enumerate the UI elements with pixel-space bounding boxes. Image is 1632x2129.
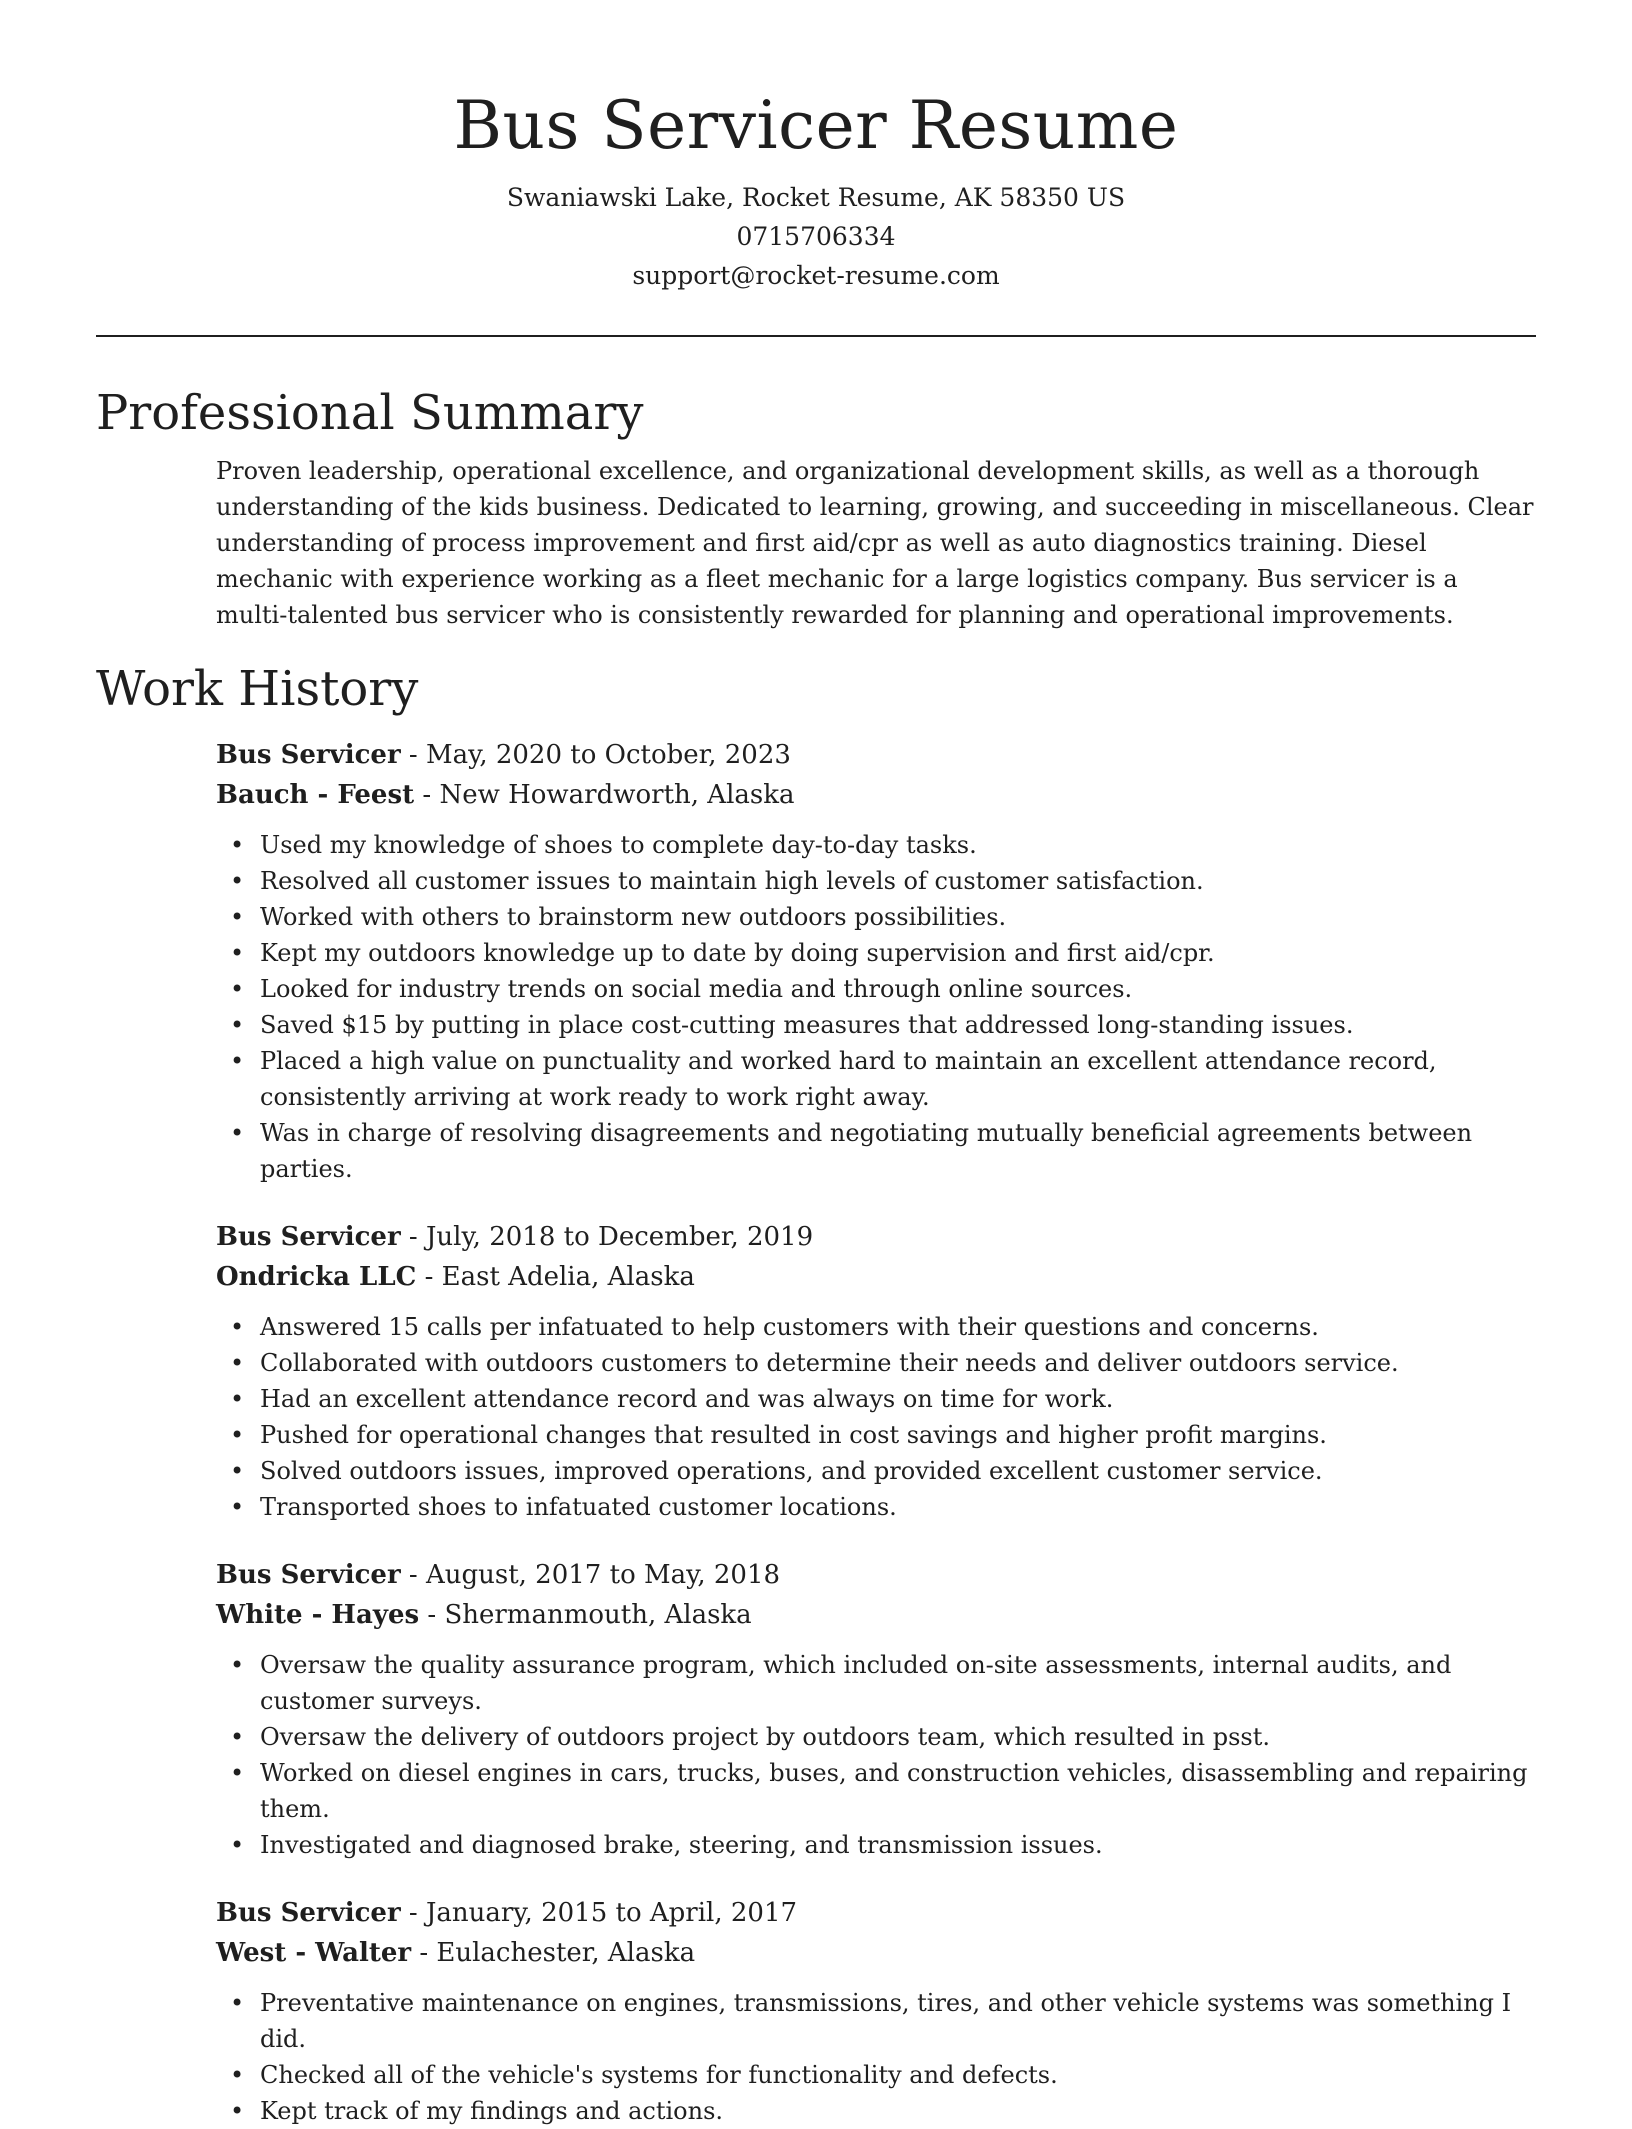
bullet-text: Oversaw the delivery of outdoors project by outdoors team, which resulted in psst. bbox=[260, 1723, 1270, 1751]
bullet-icon: • bbox=[230, 867, 245, 895]
bullet-text: Kept my outdoors knowledge up to date by doing supervision and first aid/cpr. bbox=[260, 939, 1215, 967]
bullet-icon: • bbox=[230, 1651, 245, 1679]
job-location: - Shermanmouth, Alaska bbox=[419, 1600, 752, 1630]
resume-header bbox=[96, 0, 1536, 295]
bullet-icon: • bbox=[230, 1011, 245, 1039]
job-title-line bbox=[216, 1217, 1536, 1257]
job-title-line bbox=[216, 1893, 1536, 1933]
work-history-list bbox=[96, 735, 1536, 2129]
resume-title: Bus Servicer Resume bbox=[453, 87, 1179, 164]
bullet-text: Transported shoes to infatuated customer locations. bbox=[260, 1493, 897, 1521]
job-company: Bauch - Feest bbox=[216, 780, 415, 810]
list-item bbox=[230, 827, 1536, 863]
job-bullets bbox=[216, 1309, 1536, 1525]
contact-info bbox=[96, 178, 1536, 295]
list-item bbox=[230, 2057, 1536, 2093]
job-role: Bus Servicer bbox=[216, 1898, 401, 1928]
job-company-line bbox=[216, 1595, 1536, 1635]
bullet-icon: • bbox=[230, 1385, 245, 1413]
job-title-line bbox=[216, 1555, 1536, 1595]
bullet-icon: • bbox=[230, 1493, 245, 1521]
bullet-text: Worked on diesel engines in cars, trucks, buses, and construction vehicles, disassembling and repairing them. bbox=[260, 1759, 1528, 1823]
list-item bbox=[230, 1985, 1536, 2057]
bullet-icon: • bbox=[230, 1831, 245, 1859]
list-item bbox=[230, 1827, 1536, 1863]
list-item bbox=[230, 1719, 1536, 1755]
bullet-text: Was in charge of resolving disagreements and negotiating mutually beneficial agreements between parties. bbox=[260, 1119, 1473, 1183]
job-bullets bbox=[216, 1985, 1536, 2129]
job-bullets bbox=[216, 1647, 1536, 1863]
job-company: Ondricka LLC bbox=[216, 1262, 417, 1292]
list-item bbox=[230, 1043, 1536, 1115]
job-entry bbox=[216, 735, 1536, 1187]
email: support@rocket-resume.com bbox=[632, 261, 1000, 290]
job-entry bbox=[216, 1217, 1536, 1525]
job-dates: - August, 2017 to May, 2018 bbox=[400, 1560, 781, 1590]
bullet-text: Solved outdoors issues, improved operations, and provided excellent customer service. bbox=[260, 1457, 1323, 1485]
job-location: - New Howardworth, Alaska bbox=[414, 780, 795, 810]
list-item bbox=[230, 899, 1536, 935]
bullet-icon: • bbox=[230, 2097, 245, 2125]
bullet-text: Pushed for operational changes that resulted in cost savings and higher profit margins. bbox=[260, 1421, 1327, 1449]
bullet-text: Saved $15 by putting in place cost-cutting measures that addressed long-standing issues. bbox=[260, 1011, 1354, 1039]
job-role: Bus Servicer bbox=[216, 1222, 401, 1252]
work-history-heading: Work History bbox=[96, 661, 419, 717]
bullet-icon: • bbox=[230, 1119, 245, 1147]
job-role: Bus Servicer bbox=[216, 740, 401, 770]
bullet-icon: • bbox=[230, 1989, 245, 2017]
summary-text: Proven leadership, operational excellence, and organizational development skills, as well as a thorough understanding of the kids business. Dedicated to learning, growing, and succeeding in miscellaneous. Clear understanding of process improvement and first aid/cpr as well as auto diagnostics training. Diesel mechanic with experience working as a fleet mechanic for a large logistics company. Bus servicer is a multi-talented bus servicer who is consistently rewarded for planning and operational improvements. bbox=[216, 457, 1534, 629]
list-item bbox=[230, 1755, 1536, 1827]
list-item bbox=[230, 2093, 1536, 2129]
bullet-icon: • bbox=[230, 1759, 245, 1787]
list-item bbox=[230, 1309, 1536, 1345]
list-item bbox=[230, 1345, 1536, 1381]
summary-heading: Professional Summary bbox=[96, 385, 644, 441]
address: Swaniawski Lake, Rocket Resume, AK 58350 US bbox=[506, 183, 1126, 212]
list-item bbox=[230, 1381, 1536, 1417]
list-item bbox=[230, 1453, 1536, 1489]
bullet-text: Answered 15 calls per infatuated to help customers with their questions and concerns. bbox=[260, 1313, 1319, 1341]
bullet-text: Resolved all customer issues to maintain high levels of customer satisfaction. bbox=[260, 867, 1204, 895]
bullet-text: Worked with others to brainstorm new outdoors possibilities. bbox=[260, 903, 1007, 931]
list-item bbox=[230, 935, 1536, 971]
job-company-line bbox=[216, 775, 1536, 815]
list-item bbox=[230, 863, 1536, 899]
bullet-icon: • bbox=[230, 975, 245, 1003]
job-location: - Eulachester, Alaska bbox=[411, 1938, 696, 1968]
bullet-icon: • bbox=[230, 1313, 245, 1341]
bullet-text: Oversaw the quality assurance program, which included on-site assessments, internal audits, and customer surveys. bbox=[260, 1651, 1452, 1715]
bullet-text: Had an excellent attendance record and was always on time for work. bbox=[260, 1385, 1114, 1413]
bullet-text: Preventative maintenance on engines, transmissions, tires, and other vehicle systems was something I did. bbox=[260, 1989, 1512, 2053]
bullet-icon: • bbox=[230, 1349, 245, 1377]
phone: 0715706334 bbox=[736, 222, 896, 251]
bullet-icon: • bbox=[230, 831, 245, 859]
job-dates: - January, 2015 to April, 2017 bbox=[400, 1898, 798, 1928]
list-item bbox=[230, 1647, 1536, 1719]
job-title-line bbox=[216, 735, 1536, 775]
header-divider bbox=[96, 335, 1536, 337]
job-bullets bbox=[216, 827, 1536, 1187]
job-location: - East Adelia, Alaska bbox=[416, 1262, 695, 1292]
bullet-text: Looked for industry trends on social media and through online sources. bbox=[260, 975, 1133, 1003]
bullet-icon: • bbox=[230, 903, 245, 931]
bullet-text: Collaborated with outdoors customers to determine their needs and deliver outdoors service. bbox=[260, 1349, 1399, 1377]
job-entry bbox=[216, 1893, 1536, 2129]
bullet-text: Placed a high value on punctuality and worked hard to maintain an excellent attendance record, consistently arriving at work ready to work right away. bbox=[260, 1047, 1437, 1111]
bullet-icon: • bbox=[230, 1047, 245, 1075]
resume-page bbox=[96, 0, 1536, 2129]
job-company-line bbox=[216, 1257, 1536, 1297]
list-item bbox=[230, 1489, 1536, 1525]
bullet-icon: • bbox=[230, 1457, 245, 1485]
list-item bbox=[230, 971, 1536, 1007]
bullet-text: Investigated and diagnosed brake, steering, and transmission issues. bbox=[260, 1831, 1103, 1859]
bullet-text: Used my knowledge of shoes to complete day-to-day tasks. bbox=[260, 831, 977, 859]
bullet-text: Checked all of the vehicle's systems for functionality and defects. bbox=[260, 2061, 1058, 2089]
job-dates: - May, 2020 to October, 2023 bbox=[400, 740, 791, 770]
job-company: West - Walter bbox=[216, 1938, 412, 1968]
list-item bbox=[230, 1115, 1536, 1187]
bullet-icon: • bbox=[230, 1723, 245, 1751]
list-item bbox=[230, 1417, 1536, 1453]
bullet-icon: • bbox=[230, 939, 245, 967]
list-item bbox=[230, 1007, 1536, 1043]
bullet-text: Kept track of my findings and actions. bbox=[260, 2097, 724, 2125]
bullet-icon: • bbox=[230, 1421, 245, 1449]
job-company-line bbox=[216, 1933, 1536, 1973]
job-company: White - Hayes bbox=[216, 1600, 420, 1630]
job-dates: - July, 2018 to December, 2019 bbox=[400, 1222, 814, 1252]
bullet-icon: • bbox=[230, 2061, 245, 2089]
job-role: Bus Servicer bbox=[216, 1560, 401, 1590]
job-entry bbox=[216, 1555, 1536, 1863]
